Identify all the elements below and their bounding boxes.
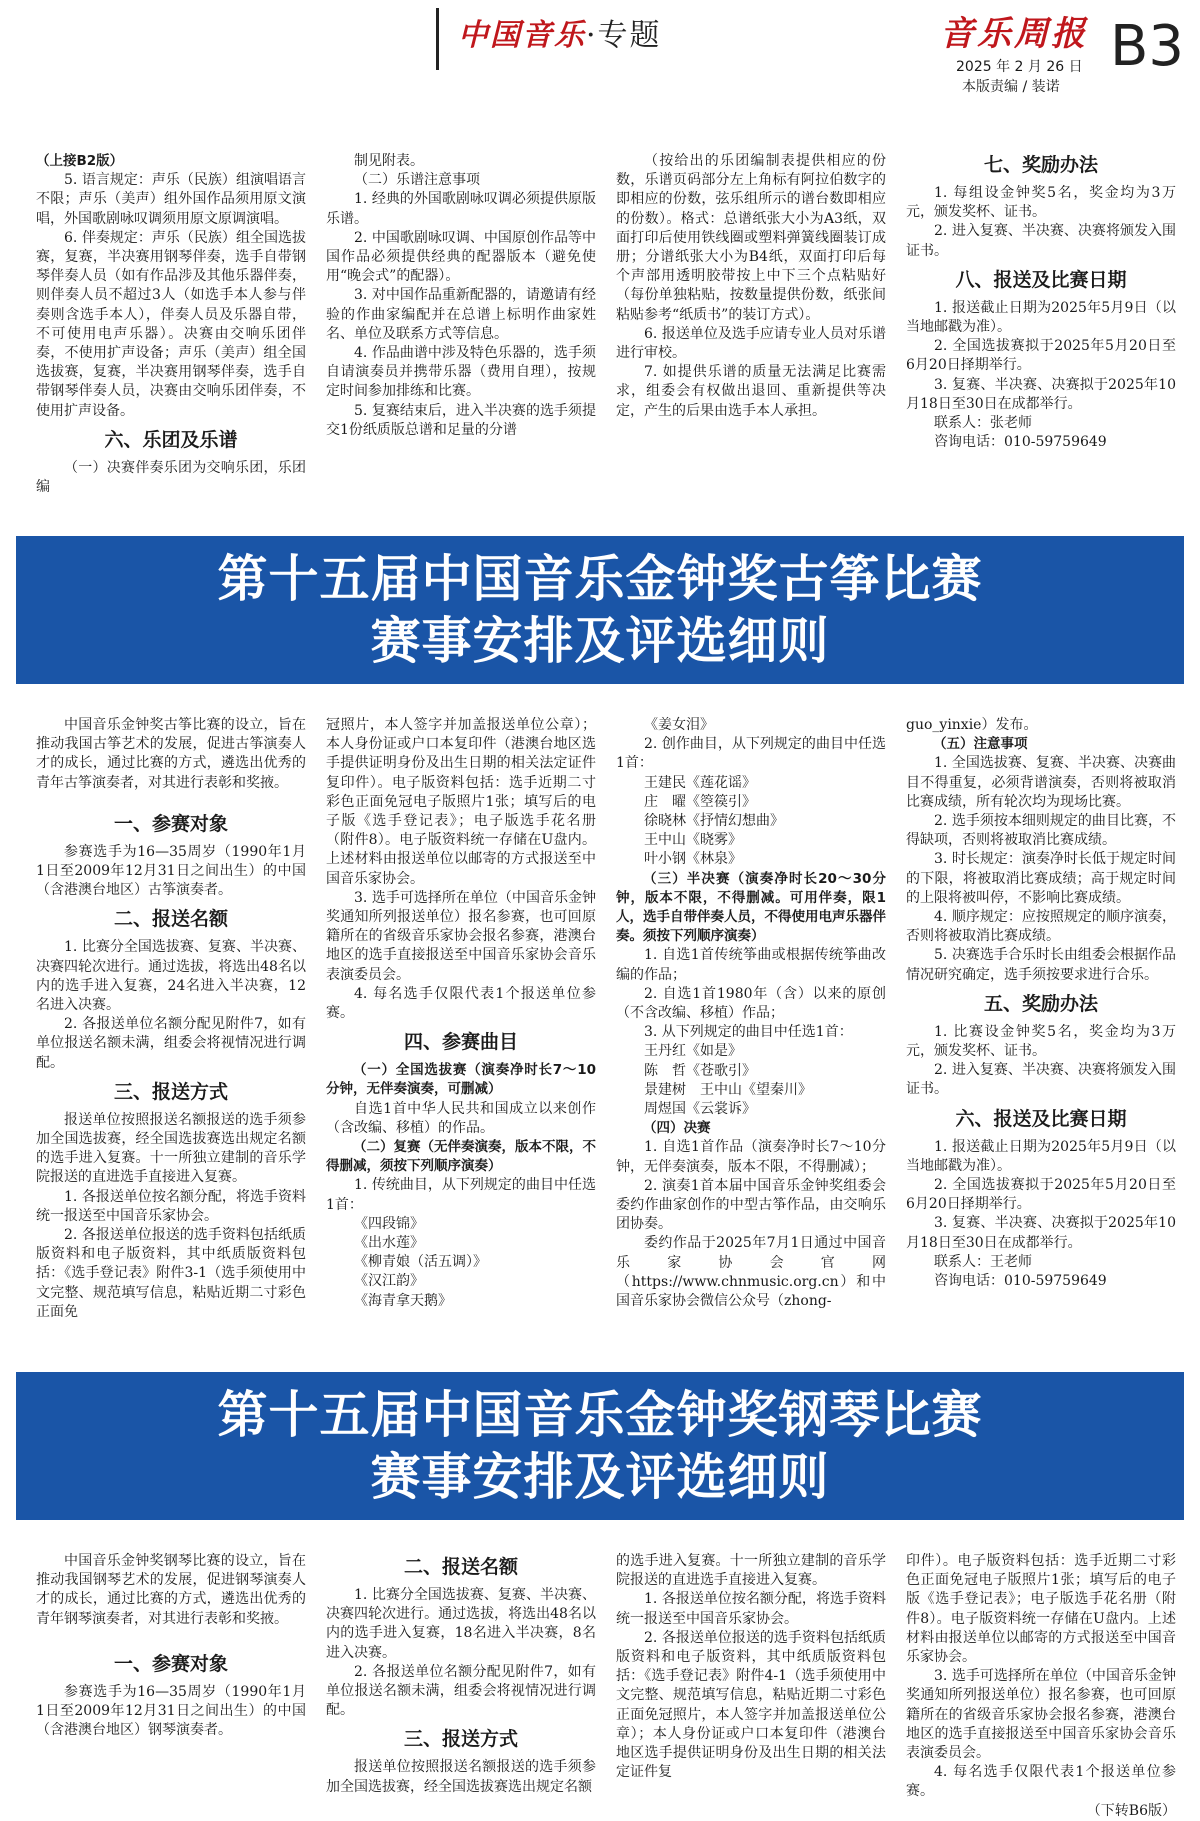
article-column — [36, 716, 306, 1322]
paragraph: 1. 传统曲目，从下列规定的曲目中任选1首： — [326, 1177, 596, 1213]
article-column — [326, 1552, 596, 1797]
article-column — [326, 152, 596, 440]
paragraph: 1. 自选1首传统筝曲或根据传统筝曲改编的作品； — [616, 947, 886, 983]
continued-from-note: （上接B2版） — [36, 153, 124, 169]
section-heading: 六、报送及比赛日期 — [955, 1107, 1127, 1130]
contact-person: 联系人：张老师 — [934, 415, 1032, 432]
paragraph: 2. 选手须按本细则规定的曲目比赛，不得缺项，否则将被取消比赛成绩。 — [906, 813, 1176, 849]
piano-article — [36, 1552, 1188, 1819]
issue-date: 2025 年 2 月 26 日 — [956, 59, 1083, 75]
paragraph: （二）乐谱注意事项 — [354, 172, 480, 189]
paragraph: 3. 选手可选择所在单位（中国音乐金钟奖通知所列报送单位）报名参赛，也可回原籍所在的省级音乐家协会报名参赛，港澳台地区的选手直接报送至中国音乐家协会音乐表演委员会。 — [906, 1668, 1176, 1762]
piano-title-banner — [16, 1372, 1184, 1520]
banner-title-line1: 第十五届中国音乐金钟奖古筝比赛 — [217, 550, 983, 608]
paragraph: 参赛选手为16—35周岁（1990年1月1日至2009年12月31日之间出生）的中国（含港澳台地区）钢琴演奏者。 — [36, 1683, 306, 1739]
article-column — [616, 716, 886, 1311]
composer-piece: 陈 哲《苍歌引》 — [644, 1062, 756, 1079]
paragraph: 4. 每名选手仅限代表1个报送单位参赛。 — [326, 985, 596, 1022]
brand-name: 中国音乐 — [458, 18, 586, 53]
section-brand — [458, 10, 662, 54]
composer-piece: 周煜国《云裳诉》 — [644, 1101, 756, 1118]
paragraph: 1. 比赛分全国选拔赛、复赛、半决赛、决赛四轮次进行。通过选拔，将选出48名以内的选手进入复赛，18名进入半决赛，8名进入决赛。 — [326, 1587, 596, 1661]
paragraph: 2. 全国选拔赛拟于2025年5月20日至6月20日择期举行。 — [906, 338, 1176, 374]
article-column — [616, 152, 886, 421]
paragraph: 2. 各报送单位名额分配见附件7，如有单位报送名额未满，组委会将视情况进行调配。 — [326, 1663, 596, 1719]
vocal-continuation — [36, 152, 1188, 524]
section-name: 专题 — [597, 18, 662, 53]
paragraph: 4. 作品曲谱中涉及特色乐器的，选手须自请演奏员并携带乐器（费用自理），按规定时间参加排练和比赛。 — [326, 345, 596, 400]
article-column — [36, 152, 306, 497]
piece-title: 《海青拿天鹅》 — [354, 1292, 452, 1309]
composer-piece: 王建民《莲花谣》 — [644, 774, 756, 791]
article-column — [906, 1552, 1176, 1821]
paragraph: 2. 创作曲目，从下列规定的曲目中任选1首： — [616, 736, 886, 772]
paragraph: 1. 每组设金钟奖5名，奖金均为3万元，颁发奖杯、证书。 — [906, 185, 1176, 221]
paragraph: 1. 各报送单位按名额分配，将选手资料统一报送至中国音乐家协会。 — [616, 1591, 886, 1627]
section-heading: 一、参赛对象 — [113, 812, 228, 835]
paragraph: 的选手进入复赛。十一所独立建制的音乐学院报送的直进选手直接进入复赛。 — [616, 1553, 886, 1589]
paragraph: 3. 时长规定：演奏净时长低于规定时间的下限，将被取消比赛成绩；高于规定时间的上限将被叫停，不影响比赛成绩。 — [906, 851, 1176, 906]
section-heading: 四、参赛曲目 — [403, 1031, 518, 1054]
paragraph: 报送单位按照报送名额报送的选手须参加全国选拔赛，经全国选拔赛选出规定名额 — [326, 1759, 596, 1795]
paragraph: guo_yinxie）发布。 — [906, 717, 1038, 733]
section-heading: 一、参赛对象 — [113, 1652, 228, 1675]
paragraph: 1. 比赛设金钟奖5名，奖金均为3万元，颁发奖杯、证书。 — [906, 1023, 1176, 1060]
paragraph: 3. 选手可选择所在单位（中国音乐金钟奖通知所列报送单位）报名参赛，也可回原籍所在的省级音乐家协会报名参赛，港澳台地区的选手直接报送至中国音乐家协会音乐表演委员会。 — [326, 889, 596, 983]
paragraph: 冠照片，本人签字并加盖报送单位公章）；本人身份证或户口本复印件（港澳台地区选手提供证明身份及出生日期的相关法定证件复印件）。电子版资料包括：选手近期二寸彩色正面免冠电子版照片1张；填写后的电子版《选手登记表》；电子版选手花名册（附件8）。电子版资料统一存储在U盘内。上述材料由报送单位以邮寄的方式报送至中国音乐家协会。 — [326, 717, 596, 887]
newspaper-logo: 音乐周报 — [940, 14, 1088, 54]
paragraph: 6. 伴奏规定：声乐（民族）组全国选拔赛，复赛，半决赛用钢琴伴奏，选手自带钢琴伴奏人员（如有作品涉及其他乐器伴奏，则伴奏人员不超过3人（如选手本人参与伴奏则含选手本人），伴奏人员及乐器自带，不可使用电声乐器）。决赛由交响乐团伴奏，不使用扩声设备；声乐（美声）组全国选拔赛，复赛，半决赛用钢琴伴奏，选手自带钢琴伴奏人员，决赛由交响乐团伴奏，不使用扩声设备。 — [36, 229, 306, 419]
article-column — [326, 716, 596, 1311]
round-heading: （二）复赛（无伴奏演奏，版本不限，不得删减，须按下列顺序演奏） — [326, 1139, 596, 1175]
paragraph: 3. 对中国作品重新配器的，请邀请有经验的作曲家编配并在总谱上标明作曲家姓名、单位及联系方式等信息。 — [326, 287, 596, 342]
contact-person: 联系人：王老师 — [934, 1253, 1032, 1270]
composer-piece: 叶小钢《林泉》 — [644, 851, 742, 868]
paragraph: 制见附表。 — [354, 153, 424, 169]
piece-title: 《出水莲》 — [354, 1235, 424, 1252]
section-heading: 六、乐团及乐谱 — [104, 428, 238, 451]
header-rule — [436, 8, 439, 70]
paragraph: 2. 进入复赛、半决赛、决赛将颁发入围证书。 — [906, 223, 1176, 259]
brand-dot: · — [586, 18, 598, 53]
paragraph: 2. 各报送单位报送的选手资料包括纸质版资料和电子版资料，其中纸质版资料包括：《选手登记表》附件4-1（选手须使用中文完整、规范填写信息，粘贴近期二寸彩色正面免冠照片，本人签字并加盖报送单位公章）；本人身份证或户口本复印件（港澳台地区选手提供证明身份及出生日期的相关法定证件复 — [616, 1629, 886, 1781]
paragraph: （按给出的乐团编制表提供相应的份数，乐谱页码部分左上角标有阿拉伯数字的即相应的份数，弦乐组所示的谱台数即相应的份数）。格式：总谱纸张大小为A3纸，双面打印后使用铁线圈或塑料弹簧线圈装订成册；分谱纸张大小为B4纸，双面打印后每个声部用透明胶带按上中下三个点粘贴好（每份单独粘贴，按数量提供份数，纸张间粘贴参考“纸质书”的装订方式）。 — [616, 153, 886, 323]
contact-phone: 咨询电话：010-59759649 — [934, 434, 1107, 451]
paragraph: 1. 各报送单位按名额分配，将选手资料统一报送至中国音乐家协会。 — [36, 1188, 306, 1224]
intro-paragraph: 中国音乐金钟奖古筝比赛的设立，旨在推动我国古筝艺术的发展，促进古筝演奏人才的成长，通过比赛的方式，遴选出优秀的青年古筝演奏者，对其进行表彰和奖掖。 — [36, 717, 306, 791]
composer-piece: 徐晓林《抒情幻想曲》 — [644, 813, 784, 830]
paragraph: 委约作品于2025年7月1日通过中国音乐家协会官网（https://www.chnmusic.org.cn）和中国音乐家协会微信公众号（zhong- — [616, 1235, 886, 1310]
paragraph: 参赛选手为16—35周岁（1990年1月1日至2009年12月31日之间出生）的中国（含港澳台地区）古筝演奏者。 — [36, 843, 306, 899]
composer-piece: 王中山《晓雾》 — [644, 832, 742, 849]
piece-title: 《柳青娘（活五调）》 — [354, 1254, 487, 1271]
paragraph: 2. 中国歌剧咏叹调、中国原创作品等中国作品必须提供经典的配器版本（避免使用“晚会式”的配器）。 — [326, 229, 596, 285]
section-heading: 二、报送名额 — [113, 908, 228, 931]
composer-piece: 庄 曜《箜篌引》 — [644, 793, 756, 810]
paragraph: 3. 复赛、半决赛、决赛拟于2025年10月18日至30日在成都举行。 — [906, 1215, 1176, 1251]
article-column — [906, 152, 1176, 452]
banner-title-line2: 赛事安排及评选细则 — [370, 1448, 830, 1506]
paragraph: 5. 复赛结束后，进入半决赛的选手须提交1份纸质版总谱和足量的分谱 — [326, 402, 596, 438]
section-heading: 二、报送名额 — [403, 1556, 518, 1578]
section-heading: 三、报送方式 — [403, 1728, 518, 1751]
guzheng-title-banner — [16, 536, 1184, 684]
banner-title-line2: 赛事安排及评选细则 — [370, 612, 830, 670]
paragraph: 2. 演奏1首本届中国音乐金钟奖组委会委约作曲家创作的中型古筝作品，由交响乐团协奏。 — [616, 1177, 886, 1233]
round-heading: （四）决赛 — [643, 1120, 711, 1137]
composer-piece: 景建树 王中山《望秦川》 — [644, 1081, 812, 1098]
round-heading: （五）注意事项 — [933, 736, 1028, 753]
paragraph: 4. 每名选手仅限代表1个报送单位参赛。 — [906, 1764, 1176, 1800]
paragraph: 报送单位按照报送名额报送的选手须参加全国选拔赛，经全国选拔赛选出规定名额的选手进入复赛。十一所独立建制的音乐学院报送的直进选手直接进入复赛。 — [36, 1111, 306, 1186]
round-heading: （三）半决赛（演奏净时长20～30分钟，版本不限，不得删减。可用伴奏，限1人，选手自带伴奏人员，不得使用电声乐器伴奏。须按下列顺序演奏） — [616, 870, 886, 945]
piece-title: 《姜女泪》 — [644, 717, 714, 733]
paragraph: 2. 进入复赛、半决赛、决赛将颁发入围证书。 — [906, 1062, 1176, 1098]
composer-piece: 王丹红《如是》 — [644, 1043, 742, 1060]
article-column — [36, 1552, 306, 1740]
page-header — [0, 0, 1200, 100]
paragraph: 2. 自选1首1980年（含）以来的原创（不含改编、移植）作品； — [616, 985, 886, 1022]
paragraph: （一）决赛伴奏乐团为交响乐团，乐团编 — [36, 459, 306, 496]
paragraph: 1. 比赛分全国选拔赛、复赛、半决赛、决赛四轮次进行。通过选拔，将选出48名以内的选手进入复赛，24名进入半决赛，12名进入决赛。 — [36, 939, 306, 1014]
section-heading: 三、报送方式 — [113, 1080, 228, 1103]
section-heading: 五、奖励办法 — [983, 992, 1098, 1015]
paragraph: 1. 报送截止日期为2025年5月9日（以当地邮戳为准）。 — [906, 1138, 1176, 1174]
continued-on-note: （下转B6版） — [1086, 1802, 1176, 1819]
paragraph: 3. 从下列规定的曲目中任选1首： — [644, 1024, 853, 1041]
paragraph: 5. 决赛选手合乐时长由组委会根据作品情况研究确定，选手须按要求进行合乐。 — [906, 947, 1176, 983]
paragraph: 1. 报送截止日期为2025年5月9日（以当地邮戳为准）。 — [906, 299, 1176, 336]
paragraph: 2. 全国选拔赛拟于2025年5月20日至6月20日择期举行。 — [906, 1177, 1176, 1213]
banner-title-line1: 第十五届中国音乐金钟奖钢琴比赛 — [217, 1386, 983, 1444]
paragraph: 4. 顺序规定：应按照规定的顺序演奏，否则将被取消比赛成绩。 — [906, 909, 1176, 945]
paragraph: 5. 语言规定：声乐（民族）组演唱语言不限；声乐（美声）组外国作品须用原文演唱，外国歌剧咏叹调须用原文原调演唱。 — [36, 172, 306, 227]
article-column — [906, 716, 1176, 1291]
page-editor: 本版责编 / 装诺 — [962, 79, 1060, 95]
piece-title: 《四段锦》 — [354, 1215, 424, 1232]
paragraph: 2. 各报送单位名额分配见附件7，如有单位报送名额未满，组委会将视情况进行调配。 — [36, 1016, 306, 1071]
round-heading: （一）全国选拔赛（演奏净时长7～10分钟，无伴奏演奏，可删减） — [326, 1062, 596, 1098]
paragraph: 1. 全国选拔赛、复赛、半决赛、决赛曲目不得重复，必须背谱演奏，否则将被取消比赛成绩，所有轮次均为现场比赛。 — [906, 755, 1176, 810]
guzheng-article — [36, 716, 1188, 1320]
paragraph: 7. 如提供乐谱的质量无法满足比赛需求，组委会有权做出退回、重新提供等决定，产生的后果由选手本人承担。 — [616, 364, 886, 419]
paragraph: 1. 经典的外国歌剧咏叹调必须提供原版乐谱。 — [326, 191, 596, 227]
article-column — [616, 1552, 886, 1782]
paragraph: 1. 自选1首作品（演奏净时长7～10分钟，无伴奏演奏，版本不限，不得删减）； — [616, 1139, 886, 1175]
contact-phone: 咨询电话：010-59759649 — [934, 1273, 1107, 1290]
paragraph: 6. 报送单位及选手应请专业人员对乐谱进行审校。 — [616, 325, 886, 362]
paragraph: 自选1首中华人民共和国成立以来创作（含改编、移植）的作品。 — [326, 1100, 596, 1136]
intro-paragraph: 中国音乐金钟奖钢琴比赛的设立，旨在推动我国钢琴艺术的发展，促进钢琴演奏人才的成长，通过比赛的方式，遴选出优秀的青年钢琴演奏者，对其进行表彰和奖掖。 — [36, 1553, 306, 1627]
paragraph: 2. 各报送单位报送的选手资料包括纸质版资料和电子版资料，其中纸质版资料包括：《选手登记表》附件3-1（选手须使用中文完整、规范填写信息，粘贴近期二寸彩色正面免 — [36, 1227, 306, 1320]
paragraph: 3. 复赛、半决赛、决赛拟于2025年10月18日至30日在成都举行。 — [906, 376, 1176, 412]
piece-title: 《汉江韵》 — [354, 1273, 424, 1290]
paragraph: 印件）。电子版资料包括：选手近期二寸彩色正面免冠电子版照片1张；填写后的电子版《选手登记表》；电子版选手花名册（附件8）。电子版资料统一存储在U盘内。上述材料由报送单位以邮寄的方式报送至中国音乐家协会。 — [906, 1553, 1176, 1666]
section-heading: 七、奖励办法 — [983, 154, 1098, 176]
section-heading: 八、报送及比赛日期 — [955, 268, 1127, 291]
page-number: B3 — [1110, 14, 1185, 79]
